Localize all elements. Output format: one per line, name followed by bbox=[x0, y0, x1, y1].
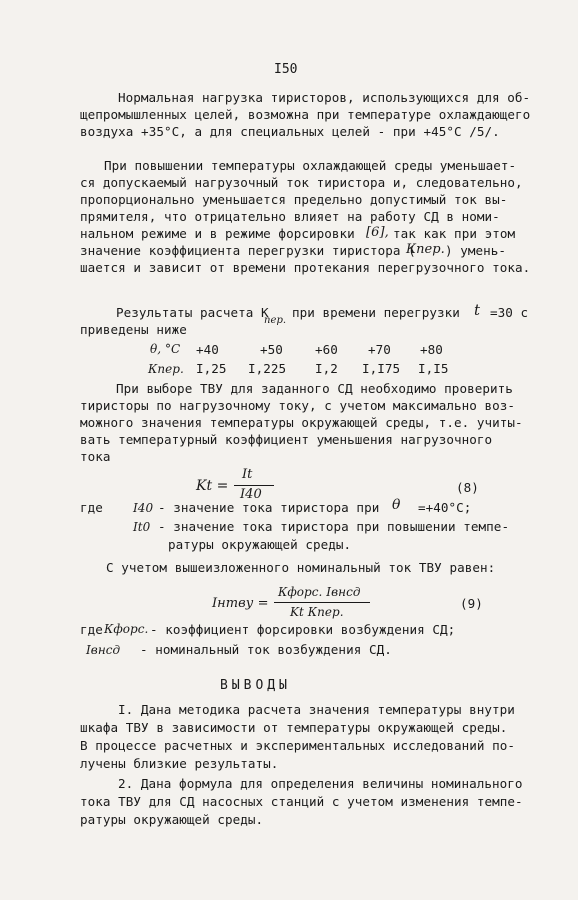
formula-8-number: (8) bbox=[456, 480, 479, 495]
formula-9-fraction-bar bbox=[274, 602, 370, 603]
formula-9-denominator: Kt Кпер. bbox=[290, 605, 344, 619]
paragraph-line: тиристоры по нагрузочному току, с учетом максимально воз- bbox=[80, 398, 516, 413]
paragraph-line: так как при этом bbox=[393, 226, 516, 241]
symbol-theta: θ bbox=[392, 497, 401, 513]
formula-8-lhs: Kt = bbox=[196, 478, 229, 494]
symbol-k-fors: Кфорс. bbox=[104, 622, 149, 636]
table-cell: +60 bbox=[315, 342, 338, 357]
paragraph-line: ) умень- bbox=[445, 243, 507, 258]
paragraph-line: значение коэффициента перегрузки тиристора ( bbox=[80, 243, 416, 258]
definition-line: =+40°C; bbox=[418, 500, 472, 515]
paragraph-line: воздуха +35°C, а для специальных целей - при +45°C /5/. bbox=[80, 124, 500, 139]
paragraph-line: при времени перегрузки bbox=[292, 305, 460, 320]
paragraph-line: =30 с bbox=[490, 305, 529, 320]
table-cell: I,I5 bbox=[418, 361, 449, 376]
formula-8-fraction-bar bbox=[234, 485, 274, 486]
conclusion-line: ратуры окружающей среды. bbox=[80, 812, 264, 827]
symbol-i-vnsd: Iвнсд bbox=[86, 643, 121, 657]
formula-9-lhs: Iнтву = bbox=[212, 596, 269, 611]
conclusion-line: шкафа ТВУ в зависимости от температуры окружающей среды. bbox=[80, 720, 508, 735]
table-cell: +40 bbox=[196, 342, 219, 357]
formula-9-number: (9) bbox=[460, 596, 483, 611]
definition-line: - значение тока тиристора при bbox=[158, 500, 380, 515]
paragraph-line: нальном режиме и в режиме форсировки bbox=[80, 226, 355, 241]
formula-8-numerator: It bbox=[242, 467, 253, 482]
paragraph-line: приведены ниже bbox=[80, 322, 187, 337]
paragraph-line: ся допускаемый нагрузочный ток тиристора и, следовательно, bbox=[80, 175, 523, 190]
table-cell: +80 bbox=[420, 342, 443, 357]
paragraph-line: При повышении температуры охлаждающей среды уменьшает- bbox=[104, 158, 517, 173]
paragraph-line: При выборе ТВУ для заданного СД необходимо проверить bbox=[116, 381, 513, 396]
formula-8-denominator: I40 bbox=[240, 487, 262, 502]
conclusion-line: тока ТВУ для СД насосных станций с учетом изменения темпе- bbox=[80, 794, 523, 809]
paragraph-line: Результаты расчета К bbox=[116, 305, 269, 320]
paragraph-line: можного значения температуры окружающей среды, т.е. учиты- bbox=[80, 415, 523, 430]
where-label: где bbox=[80, 500, 103, 515]
handwritten-reference: [6], bbox=[366, 225, 389, 240]
conclusion-line: 2. Дана формула для определения величины номинального bbox=[118, 776, 523, 791]
page-number: I50 bbox=[274, 62, 298, 77]
definition-line: - значение тока тиристора при повышении темпе- bbox=[158, 519, 510, 534]
symbol-it0: It0 bbox=[133, 520, 151, 534]
formula-9-numerator: Кфорс. Iвнсд bbox=[278, 585, 361, 599]
where-label: где bbox=[80, 622, 103, 637]
table-cell: +70 bbox=[368, 342, 391, 357]
handwritten-k-per: Кпер. bbox=[406, 242, 445, 257]
handwritten-subscript: пер. bbox=[264, 315, 287, 326]
table-row-label: θ, °C bbox=[150, 342, 181, 356]
paragraph-line: щепромышленных целей, возможна при температуре охлаждающего bbox=[80, 107, 531, 122]
table-cell: I,25 bbox=[196, 361, 227, 376]
paragraph-line: шается и зависит от времени протекания перегрузочного тока. bbox=[80, 260, 531, 275]
definition-line: ратуры окружающей среды. bbox=[168, 537, 352, 552]
paragraph-line: пропорционально уменьшается предельно допустимый ток вы- bbox=[80, 192, 508, 207]
paragraph-line: тока bbox=[80, 449, 111, 464]
handwritten-t: t bbox=[474, 301, 481, 319]
conclusion-line: лучены близкие результаты. bbox=[80, 756, 279, 771]
table-row-label: Кпер. bbox=[148, 362, 184, 376]
table-cell: +50 bbox=[260, 342, 283, 357]
paragraph-line: С учетом вышеизложенного номинальный ток ТВУ равен: bbox=[106, 560, 496, 575]
paragraph-line: прямителя, что отрицательно влияет на работу СД в номи- bbox=[80, 209, 500, 224]
table-cell: I,I75 bbox=[362, 361, 401, 376]
symbol-i40: I40 bbox=[133, 501, 154, 515]
paragraph-line: вать температурный коэффициент уменьшения нагрузочного bbox=[80, 432, 493, 447]
conclusions-heading: ВЫВОДЫ bbox=[220, 678, 291, 693]
conclusion-line: В процессе расчетных и экспериментальных исследований по- bbox=[80, 738, 516, 753]
table-cell: I,225 bbox=[248, 361, 287, 376]
paragraph-line: Нормальная нагрузка тиристоров, использующихся для об- bbox=[118, 90, 531, 105]
definition-line: - коэффициент форсировки возбуждения СД; bbox=[150, 622, 456, 637]
definition-line: - номинальный ток возбуждения СД. bbox=[140, 642, 392, 657]
table-cell: I,2 bbox=[315, 361, 338, 376]
conclusion-line: I. Дана методика расчета значения температуры внутри bbox=[118, 702, 515, 717]
